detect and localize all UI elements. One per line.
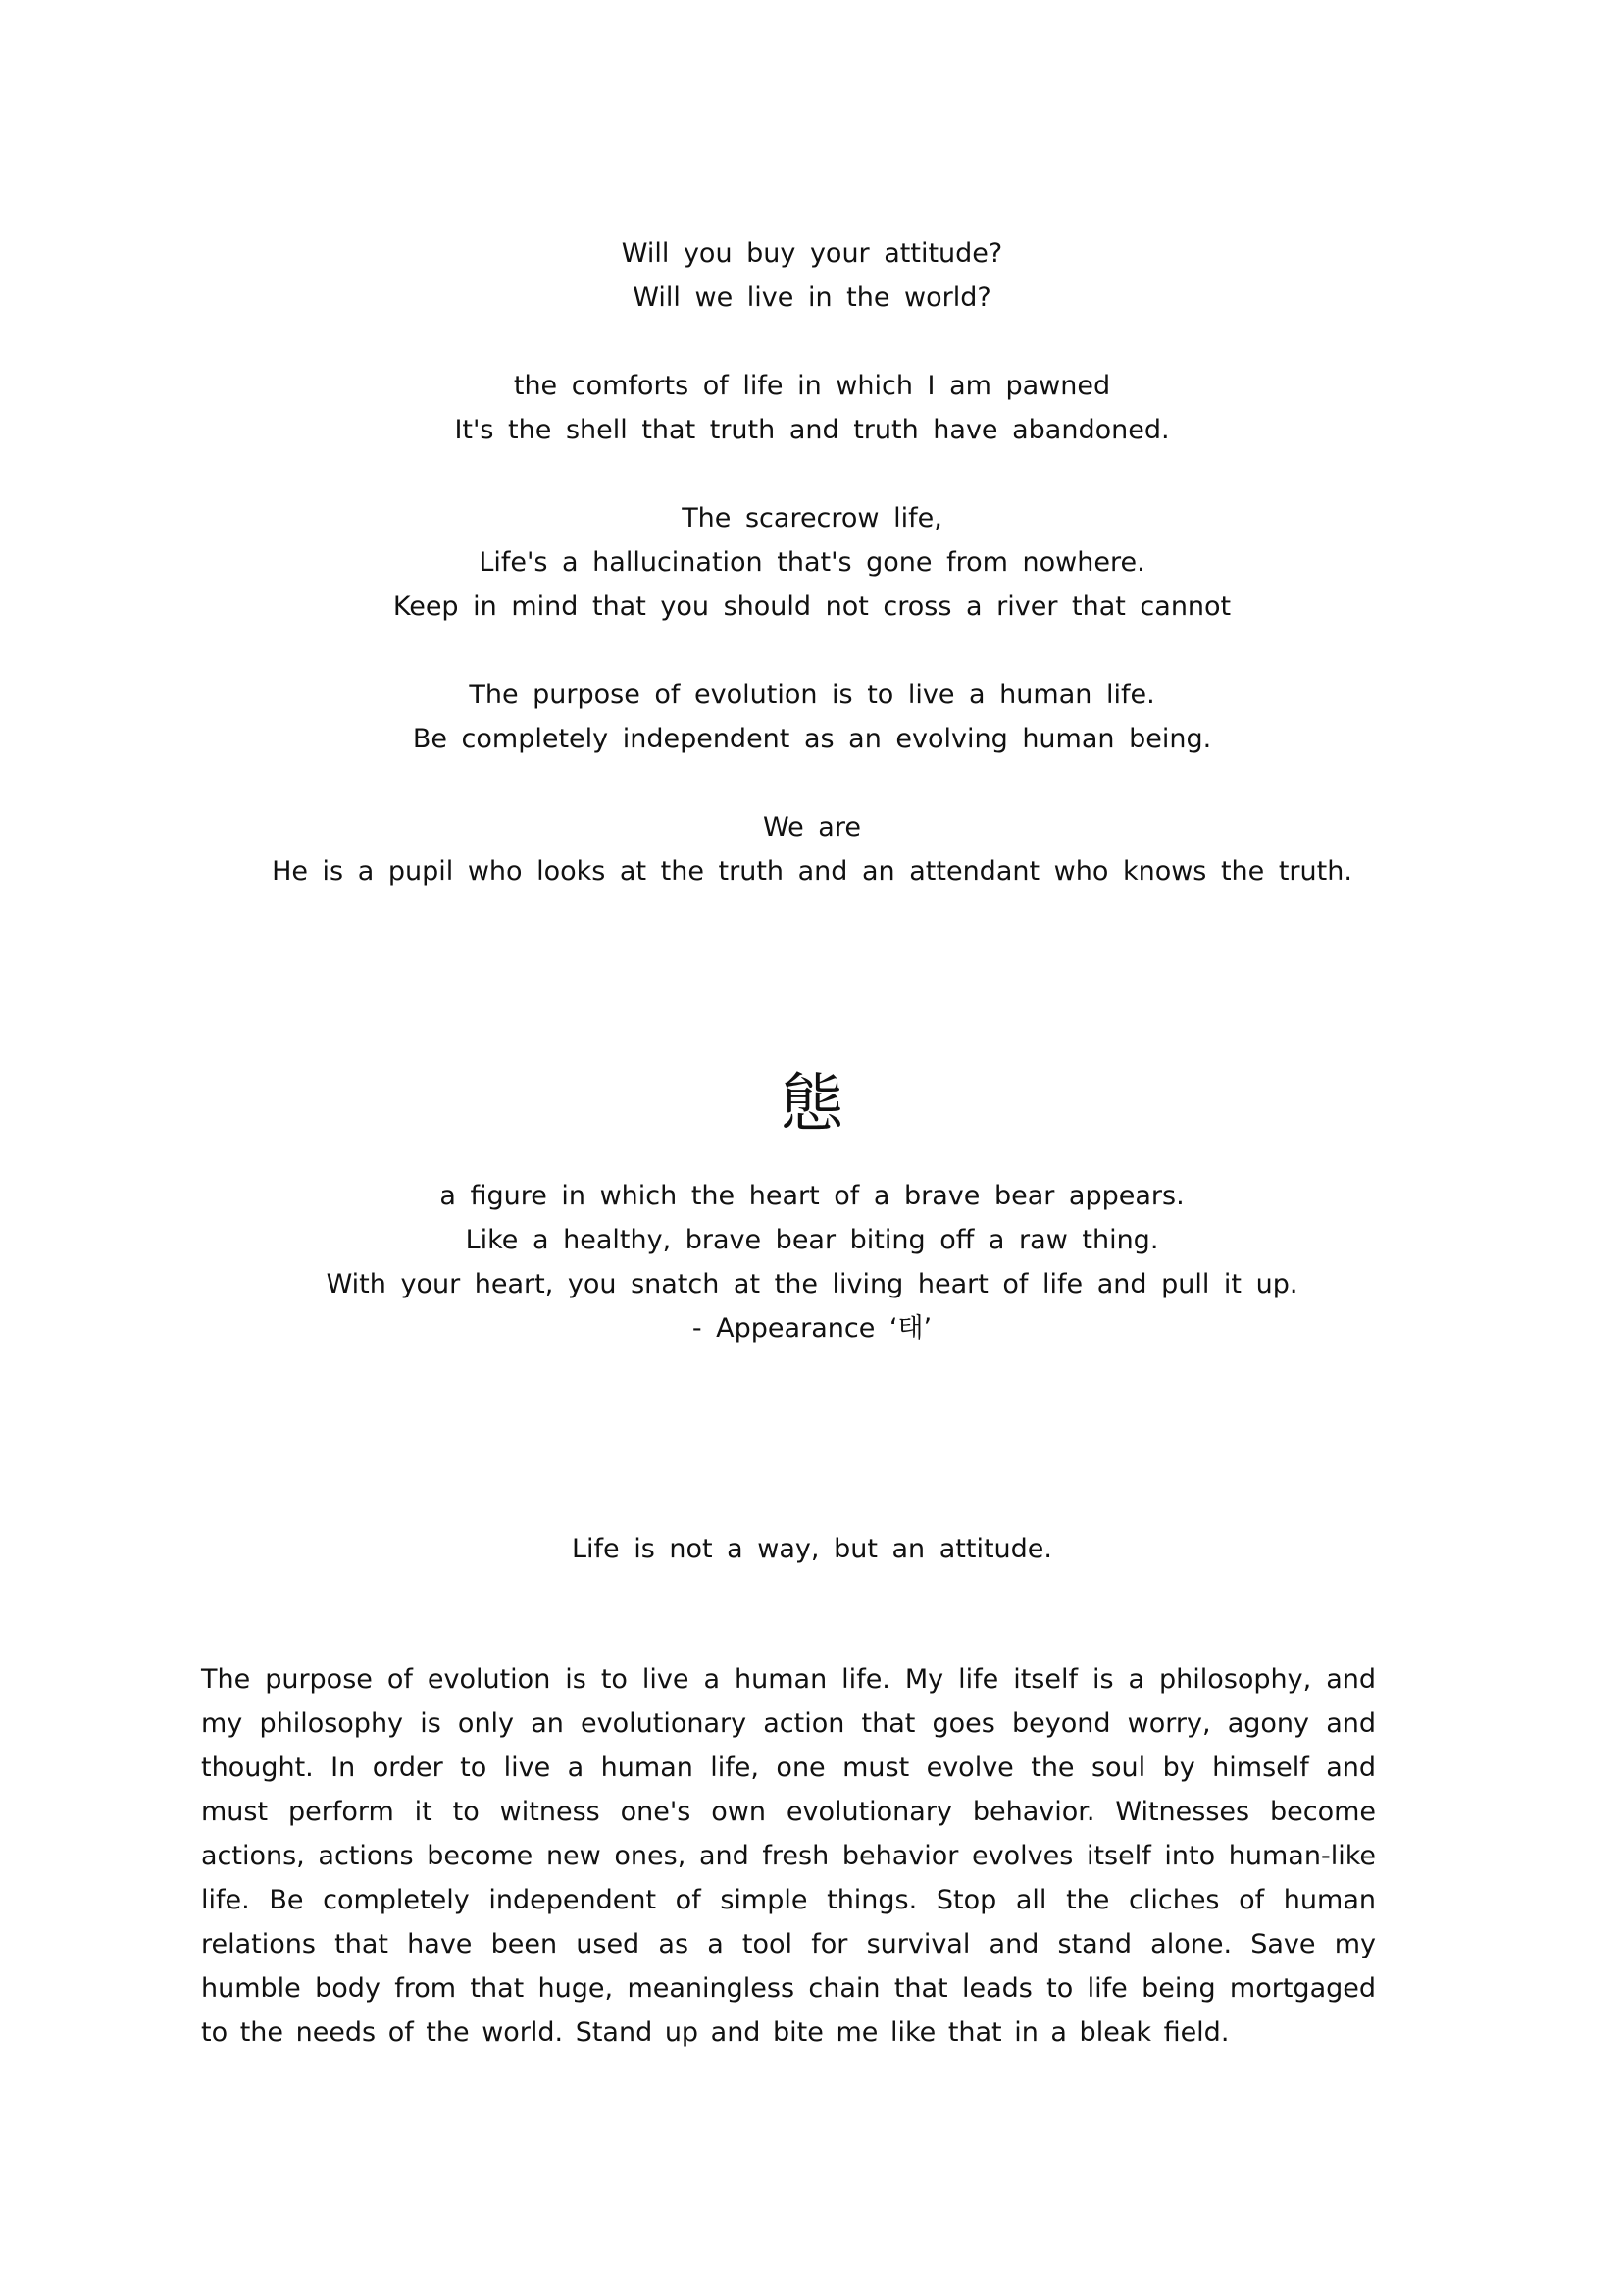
section-heading: Life is not a way, but an attitude.: [571, 1534, 1052, 1564]
poem-line: He is a pupil who looks at the truth and an attendant who knows the truth.: [272, 856, 1352, 887]
poem: [0, 231, 1624, 938]
poem-line: Life's a hallucination that's gone from nowhere.: [479, 547, 1145, 578]
poem-stanza-4: [0, 673, 1624, 761]
explanation-line: With your heart, you snatch at the living heart of life and pull it up.: [326, 1269, 1298, 1299]
poem-line: Be completely independent as an evolving human being.: [412, 724, 1212, 754]
poem-stanza-2: [0, 364, 1624, 452]
poem-stanza-1: [0, 231, 1624, 320]
explanation-attribution: - Appearance ‘태’: [691, 1313, 933, 1344]
poem-stanza-5: [0, 805, 1624, 893]
poem-line: The purpose of evolution is to live a human life.: [469, 680, 1155, 710]
poem-line: Will you buy your attitude?: [621, 238, 1003, 269]
explanation-line: a figure in which the heart of a brave bear appears.: [439, 1181, 1185, 1211]
hanja-character: 態: [781, 1068, 843, 1141]
character-explanation: [0, 1174, 1624, 1350]
poem-line: Keep in mind that you should not cross a river that cannot: [392, 591, 1232, 622]
explanation-line: Like a healthy, brave bear biting off a raw thing.: [465, 1225, 1159, 1255]
essay-paragraph: The purpose of evolution is to live a human life. My life itself is a philosophy, and my philosophy is only an evolutionary action that goes beyond worry, agony and thought. In order to live a human life, one must evolve the soul by himself and must perform it to witness one's own evolutionary behavior. Witnesses become actions, actions become new ones, and fresh behavior evolves itself into human-like life. Be completely independent of simple things. Stop all the cliches of human relations that have been used as a tool for survival and stand alone. Save my humble body from that huge, meaningless chain that leads to life being mortgaged to the needs of the world. Stand up and bite me like that in a bleak field.: [201, 1664, 1376, 2048]
poem-line: We are: [763, 812, 861, 842]
poem-line: The scarecrow life,: [682, 503, 942, 534]
poem-line: It's the shell that truth and truth have abandoned.: [454, 415, 1170, 445]
poem-line: Will we live in the world?: [633, 282, 991, 313]
poem-stanza-3: [0, 496, 1624, 629]
poem-line: the comforts of life in which I am pawned: [513, 371, 1111, 401]
